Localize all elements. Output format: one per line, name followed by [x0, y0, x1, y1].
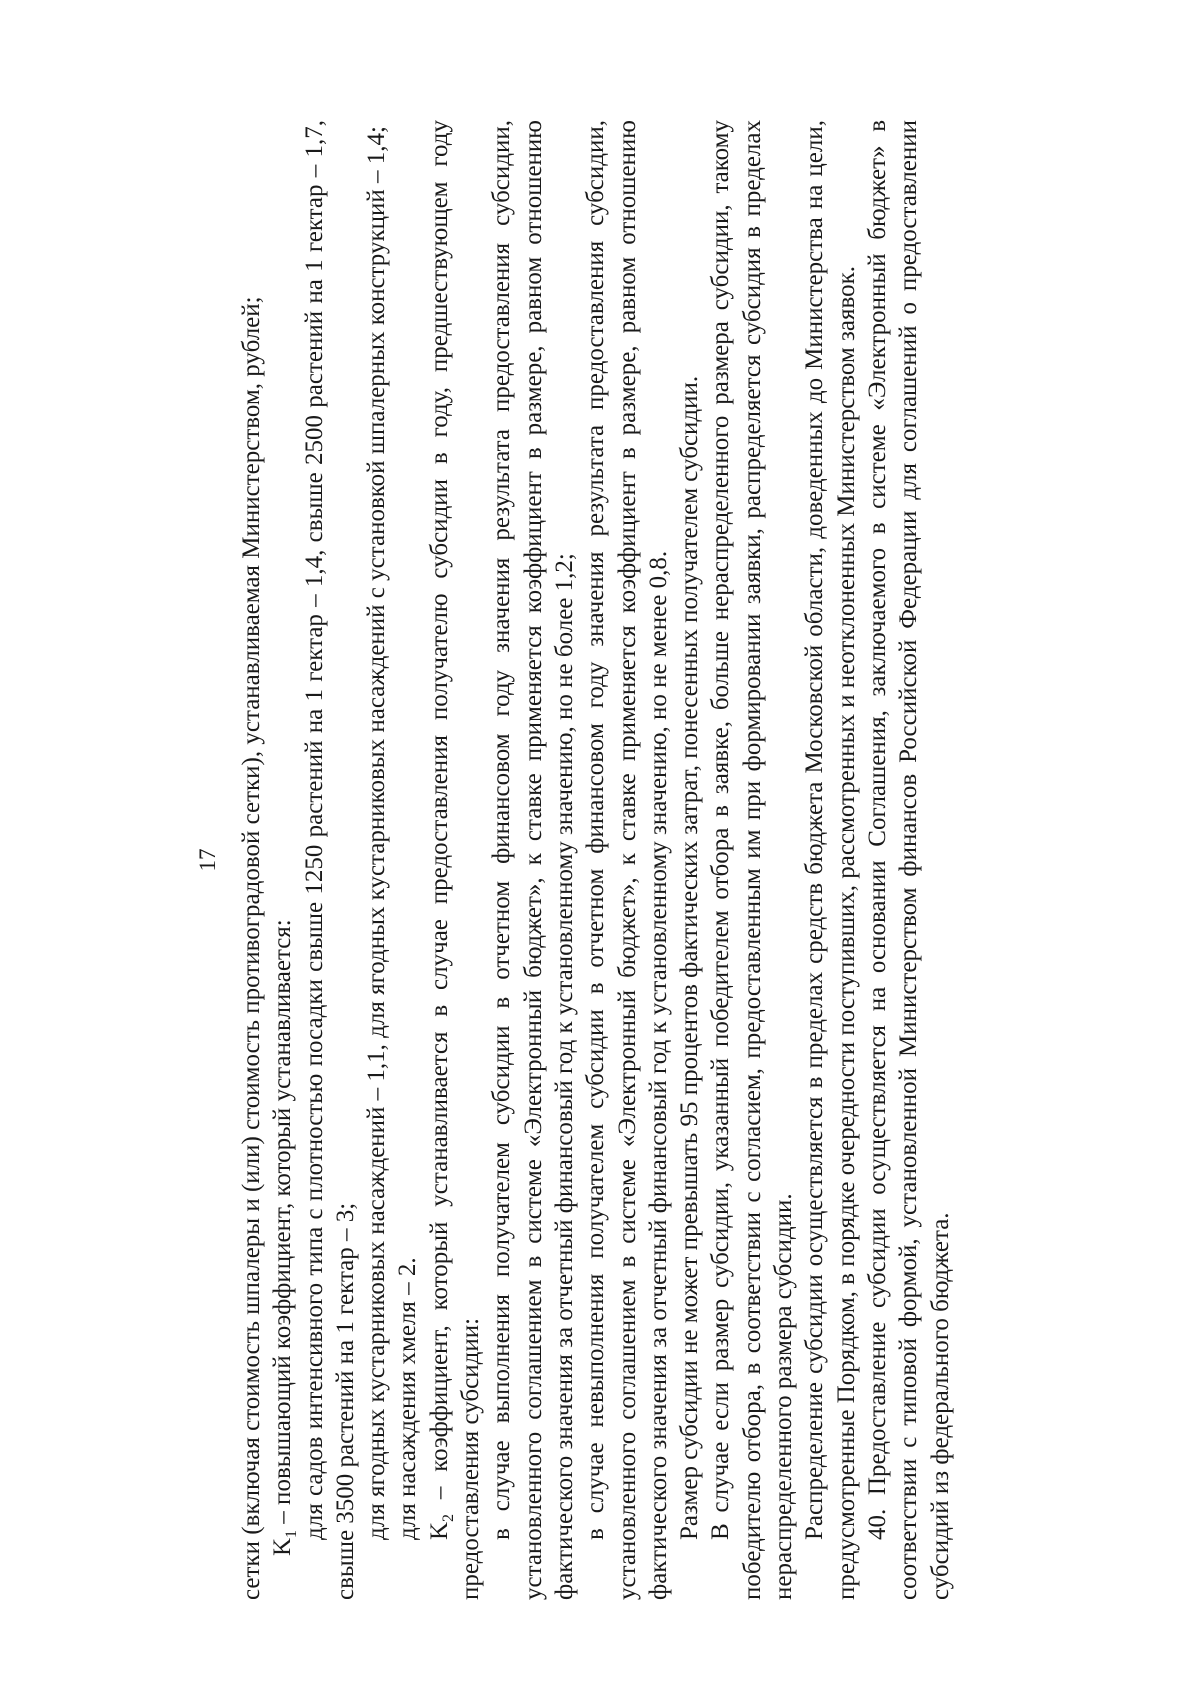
paragraph-11: Распределение субсидии осуществляется в пределах средств бюджета Московской области, доведенных до Министерства на цели, предусмотренные Порядком, в порядке очередности поступивших, рассмотренных и неотклоненных Министерством заявок.: [801, 120, 860, 1600]
paragraph-3: для садов интенсивного типа с плотностью посадки свыше 1250 растений на 1 гектар – 1,4, свыше 2500 растений на 1 гектар – 1,7, свыше 3500 растений на 1 гектар – 3;: [300, 120, 359, 1600]
paragraph-10: В случае если размер субсидии, указанный победителем отбора в заявке, больше нераспределенного размера субсидии, такому победителю отбора, в соответствии с согласием, предоставленным им при формировании заявки, распределяется субсидия в пределах нераспределенного размера субсидии.: [707, 120, 798, 1600]
rotated-text-block: [180, 120, 1020, 1600]
paragraph-5: для насаждения хмеля – 2.: [394, 1257, 422, 1540]
paragraph-8: в случае невыполнения получателем субсидии в отчетном финансовом году значения результата предоставления субсидии, установленного соглашением в системе «Электронный бюджет», к ставке применяется коэффициент в размере, равном отношению фактического значения за отчетный финансовый год к установленному значению, но не менее 0,8.: [582, 120, 672, 1600]
paragraph-7: в случае выполнения получателем субсидии в отчетном финансовом году значения результата предоставления субсидии, установленного соглашением в системе «Электронный бюджет», к ставке применяется коэффициент в размере, равном отношению фактического значения за отчетный финансовый год к установленному значению, но не более 1,2;: [488, 120, 578, 1600]
paragraph-9: Размер субсидии не может превышать 95 процентов фактических затрат, понесенных получателем субсидии.: [676, 375, 704, 1540]
document-body: [236, 120, 956, 1600]
paragraph-12: 40. Предоставление субсидии осуществляется на основании Соглашения, заключаемого в системе «Электронный бюджет» в соответствии с типовой формой, установленной Министерством финансов Российской Федерации для соглашений о предоставлении субсидий из федерального бюджета.: [863, 120, 954, 1600]
paragraph-k1: $K_1$ – повышающий коэффициент, который устанавливается:: [269, 919, 301, 1556]
page-number: 17: [195, 848, 220, 872]
paragraph-1: сетки (включая стоимость шпалеры и (или) стоимость противоградовой сетки), устанавливаемая Министерством, рублей;: [238, 296, 265, 1600]
paragraph-k2: $K_2$ – коэффициент, который устанавливается в случае предоставления получателю субсидии в году, предшествующем году предоставления субсидии:: [425, 120, 485, 1600]
paragraph-4: для ягодных кустарниковых насаждений – 1,1, для ягодных кустарниковых насаждений с установкой шпалерных конструкций – 1,4;: [363, 126, 391, 1540]
